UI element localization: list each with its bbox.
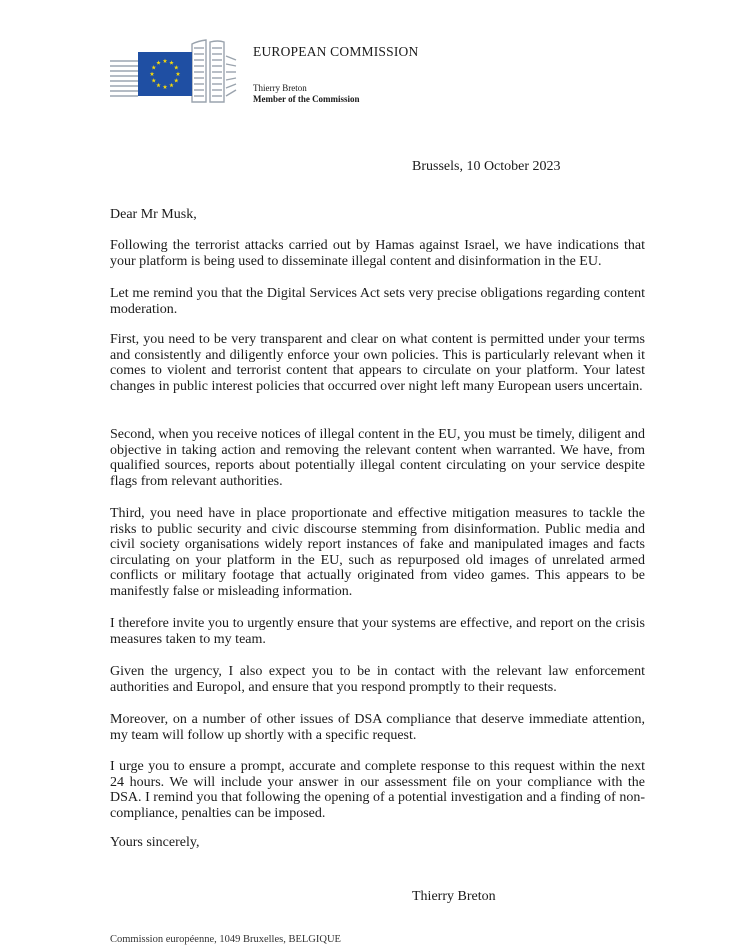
sender-role: Member of the Commission <box>253 94 360 104</box>
signature-name: Thierry Breton <box>412 889 496 904</box>
paragraph: Moreover, on a number of other issues of DSA compliance that deserve immediate attention, my team will follow up shortly with a specific request. <box>110 712 645 743</box>
paragraph: Following the terrorist attacks carried out by Hamas against Israel, we have indications that your platform is being used to disseminate illegal content and disinformation in the EU. <box>110 238 645 269</box>
salutation: Dear Mr Musk, <box>110 207 197 222</box>
paragraph: First, you need to be very transparent and clear on what content is permitted under your terms and consistently and diligently enforce your own policies. This is particularly relevant when it comes to violent and terrorist content that appears to circulate on your platform. Your latest changes in public interest policies that occurred over night left many European users uncertain. <box>110 332 645 394</box>
paragraph: Let me remind you that the Digital Services Act sets very precise obligations regarding content moderation. <box>110 286 645 317</box>
paragraph: Third, you need have in place proportionate and effective mitigation measures to tackle the risks to public security and civic discourse stemming from disinformation. Public media and civil society organisations widely report instances of fake and manipulated images and facts circulating on your platform in the EU, such as repurposed old images of unrelated armed conflicts or military footage that actually originated from video games. This appears to be manifestly false or misleading information. <box>110 506 645 599</box>
paragraph: I urge you to ensure a prompt, accurate and complete response to this request within the next 24 hours. We will include your answer in our assessment file on your compliance with the DSA. I remind you that following the opening of a potential investigation and a finding of non-compliance, penalties can be imposed. <box>110 759 645 821</box>
paragraph: I therefore invite you to urgently ensure that your systems are effective, and report on the crisis measures taken to my team. <box>110 616 645 647</box>
closing: Yours sincerely, <box>110 835 200 850</box>
paragraph: Given the urgency, I also expect you to be in contact with the relevant law enforcement authorities and Europol, and ensure that you respond promptly to their requests. <box>110 664 645 695</box>
sender-name: Thierry Breton <box>253 83 307 93</box>
letter-date: Brussels, 10 October 2023 <box>412 159 561 174</box>
paragraph: Second, when you receive notices of illegal content in the EU, you must be timely, diligent and objective in taking action and removing the relevant content when warranted. We have, from qualified sources, reports about potentially illegal content circulating on your service despite flags from relevant authorities. <box>110 427 645 489</box>
organization-name: EUROPEAN COMMISSION <box>253 44 419 59</box>
eu-flag-logo-icon <box>110 38 240 104</box>
footer-address: Commission européenne, 1049 Bruxelles, BELGIQUE <box>110 934 341 945</box>
